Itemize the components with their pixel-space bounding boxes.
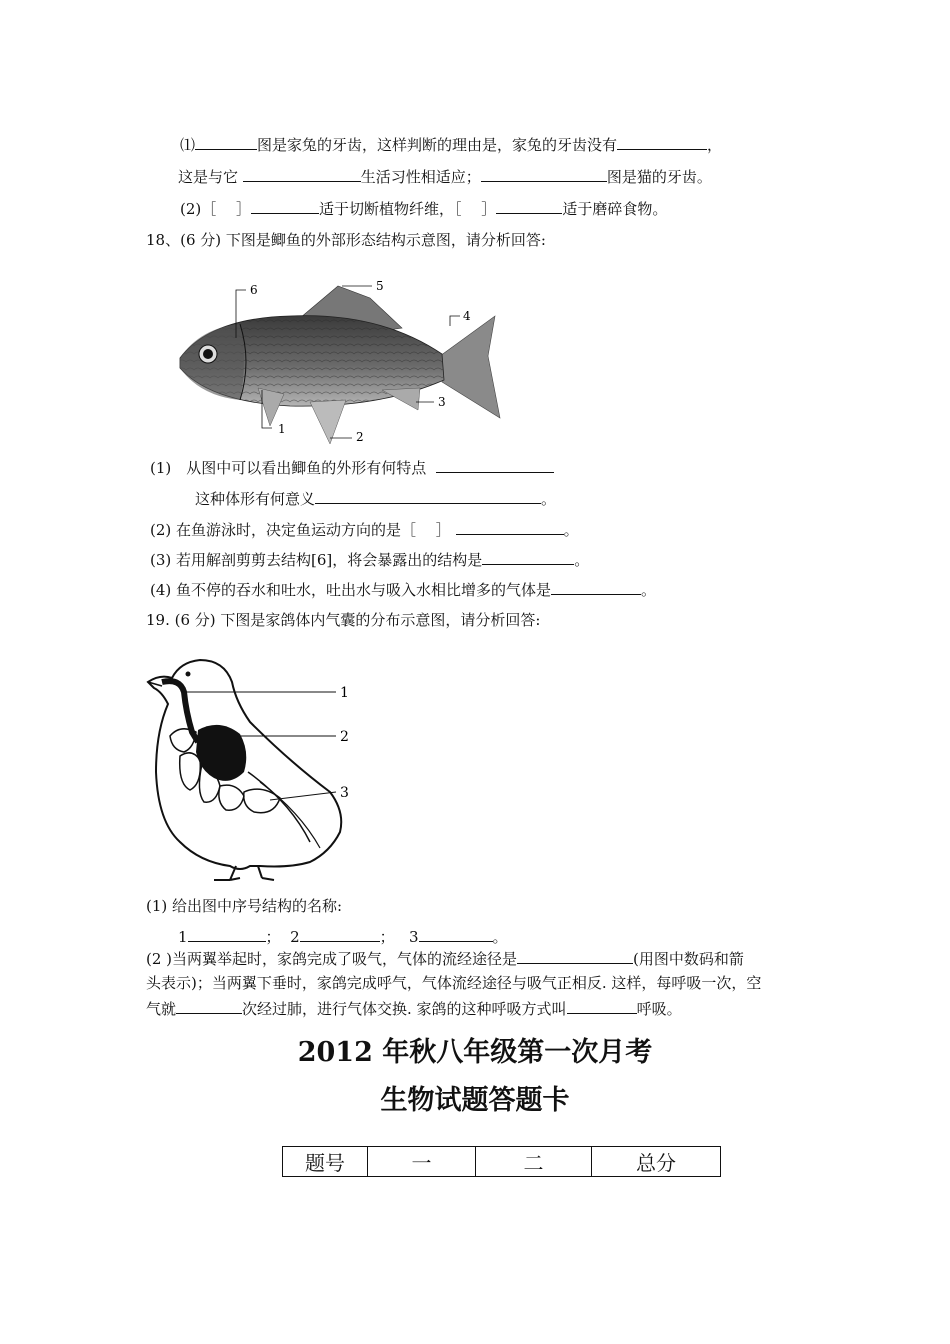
fish-label-6: 6 xyxy=(250,283,258,297)
answer-blank[interactable] xyxy=(517,948,633,964)
answer-blank[interactable] xyxy=(617,134,707,150)
answer-blank[interactable] xyxy=(496,198,562,214)
pigeon-label-1: 1 xyxy=(340,685,349,701)
answer-blank[interactable] xyxy=(251,198,319,214)
answer-card-title: 生物试题答题卡 xyxy=(380,1085,570,1116)
q19-sub-2-line1: (2 )当两翼举起时，家鸽完成了吸气，气体的流经途径是 (用图中数码和箭 xyxy=(146,950,744,968)
fish-label-5: 5 xyxy=(376,279,384,293)
score-header-number: 题号 xyxy=(283,1147,368,1177)
fish-label-1: 1 xyxy=(278,422,286,436)
answer-blank[interactable] xyxy=(243,166,361,182)
answer-blank[interactable] xyxy=(456,519,564,535)
pigeon-diagram xyxy=(140,652,360,882)
answer-blank[interactable] xyxy=(195,134,257,150)
q19-sub-1-answers: 1 ； 2 ； 3 。 xyxy=(178,928,508,946)
score-table xyxy=(282,1146,721,1177)
q18-sub-1b: 这种体形有何意义 。 xyxy=(195,490,557,508)
answer-blank[interactable] xyxy=(300,926,380,942)
q18-sub-1: (1) 从图中可以看出鲫鱼的外形有何特点 xyxy=(150,457,554,478)
fish-label-3: 3 xyxy=(438,395,446,409)
q19-sub-2-line3: 气就 次经过肺，进行气体交换. 家鸽的这种呼吸方式叫 呼吸。 xyxy=(146,1000,682,1018)
q17-line-2: 这是与它 生活习性相适应； 图是猫的牙齿。 xyxy=(178,168,712,186)
fish-diagram xyxy=(170,278,510,448)
answer-blank[interactable] xyxy=(315,488,541,504)
pigeon-label-3: 3 xyxy=(340,785,349,801)
answer-blank[interactable] xyxy=(419,926,493,942)
q18-sub-2: (2) 在鱼游泳时，决定鱼运动方向的是［ ］ 。 xyxy=(150,521,579,539)
score-header-total: 总分 xyxy=(592,1147,721,1177)
answer-blank[interactable] xyxy=(436,457,554,473)
q18-sub-3: (3) 若用解剖剪剪去结构[6]，将会暴露出的结构是 。 xyxy=(150,551,590,569)
q18-sub-4: (4) 鱼不停的吞水和吐水，吐出水与吸入水相比增多的气体是 。 xyxy=(150,581,657,599)
answer-blank[interactable] xyxy=(482,549,574,565)
q19-sub-2-line2: 头表示)；当两翼下垂时，家鸽完成呼气，气体流经途径与吸气正相反. 这样，每呼吸一次，空 xyxy=(146,974,762,992)
score-table-row xyxy=(283,1147,721,1177)
score-header-part1: 一 xyxy=(368,1147,476,1177)
q17-line-1: ⑴ 图是家兔的牙齿，这样判断的理由是，家兔的牙齿没有 ， xyxy=(180,136,723,154)
score-header-part2: 二 xyxy=(476,1147,592,1177)
q17-line-3: (2)［ ］ 适于切断植物纤维，［ ］ 适于磨碎食物。 xyxy=(180,200,668,218)
exam-title: 2012 年秋八年级第一次月考 xyxy=(297,1037,653,1068)
answer-blank[interactable] xyxy=(481,166,607,182)
q19-sub-1: (1) 给出图中序号结构的名称: xyxy=(146,897,343,915)
pigeon-label-2: 2 xyxy=(340,729,349,745)
answer-blank[interactable] xyxy=(176,998,242,1014)
answer-blank[interactable] xyxy=(567,998,637,1014)
answer-blank[interactable] xyxy=(551,579,641,595)
answer-blank[interactable] xyxy=(188,926,266,942)
q19-heading: 19. (6 分) 下图是家鸽体内气囊的分布示意图，请分析回答: xyxy=(146,611,541,629)
q18-heading: 18、(6 分) 下图是鲫鱼的外部形态结构示意图，请分析回答: xyxy=(146,231,546,249)
fish-label-4: 4 xyxy=(463,309,471,323)
fish-label-2: 2 xyxy=(356,430,364,444)
